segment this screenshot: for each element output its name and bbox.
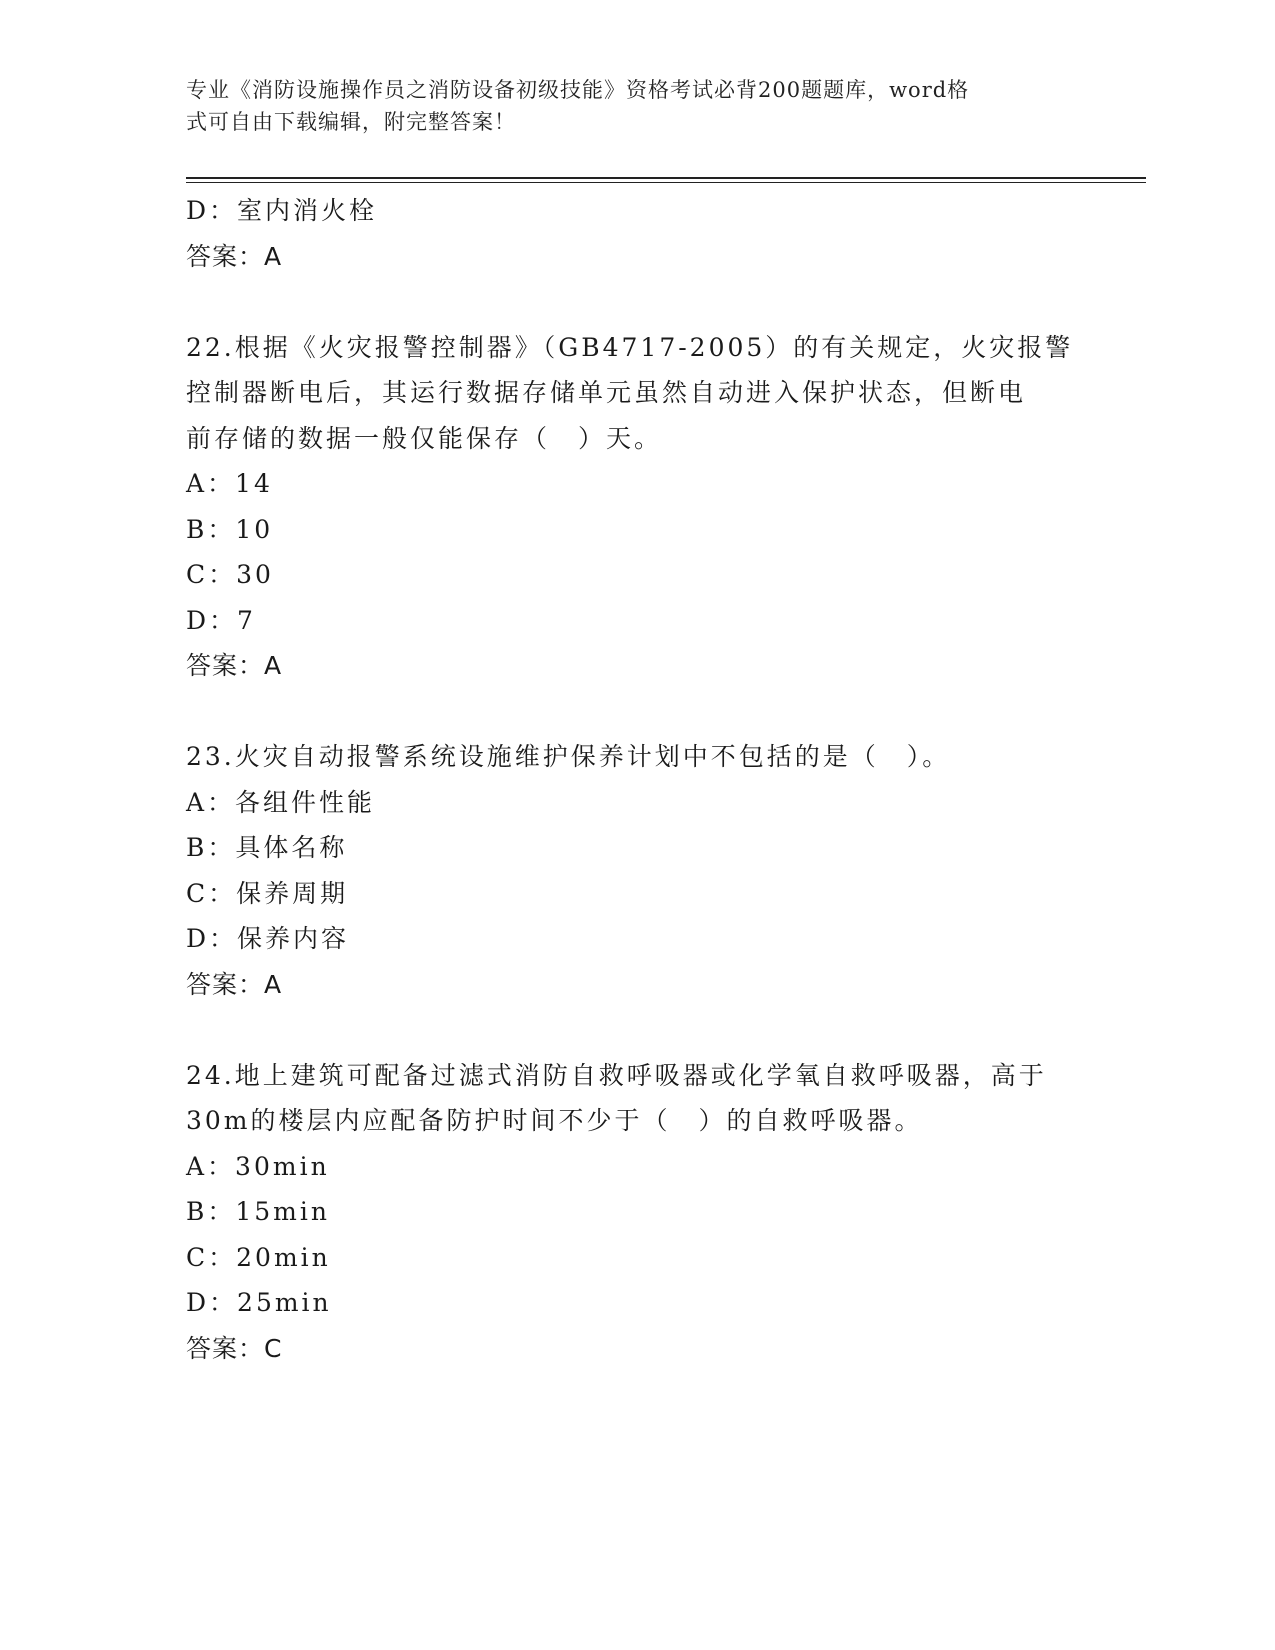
question-23-option-b: B：具体名称	[186, 833, 348, 862]
header-divider-thin	[186, 182, 1146, 183]
question-content	[186, 188, 1086, 1371]
question-24-option-a: A：30min	[186, 1151, 330, 1181]
question-22-option-c: C：30	[186, 560, 274, 589]
document-header	[186, 74, 1066, 138]
question-22-option-d: D：7	[186, 605, 256, 635]
question-23-option-c: C：保养周期	[186, 878, 349, 908]
header-line-1: 专业《消防设施操作员之消防设备初级技能》资格考试必背200题题库，word格	[186, 78, 970, 102]
question-22-line-1: 22.根据《火灾报警控制器》（GB4717-2005）的有关规定，火灾报警	[186, 332, 1074, 362]
question-24-line-2: 30m的楼层内应配备防护时间不少于（ ）的自救呼吸器。	[186, 1106, 923, 1135]
spacer	[186, 1007, 1086, 1053]
prev-question-option-d: D：室内消火栓	[186, 196, 378, 225]
question-22-option-a: A：14	[186, 469, 273, 498]
question-24	[186, 1053, 1086, 1372]
spacer	[186, 279, 1086, 325]
question-23	[186, 734, 1086, 1007]
question-24-option-c: C：20min	[186, 1242, 331, 1272]
question-23-option-a: A：各组件性能	[186, 787, 376, 817]
question-22-line-2: 控制器断电后，其运行数据存储单元虽然自动进入保护状态，但断电	[186, 378, 1027, 407]
question-22	[186, 325, 1086, 689]
question-24-line-1: 24.地上建筑可配备过滤式消防自救呼吸器或化学氧自救呼吸器，高于	[186, 1060, 1047, 1090]
question-22-option-b: B：10	[186, 514, 274, 544]
question-24-option-d: D：25min	[186, 1288, 332, 1317]
question-24-answer: 答案：C	[186, 1333, 283, 1363]
question-23-line-1: 23.火灾自动报警系统设施维护保养计划中不包括的是（ ）。	[186, 742, 951, 771]
header-divider-thick	[186, 177, 1146, 179]
spacer	[186, 689, 1086, 735]
question-23-option-d: D：保养内容	[186, 924, 350, 953]
header-line-2: 式可自由下载编辑，附完整答案！	[186, 110, 516, 134]
prev-question-answer: 答案：A	[186, 241, 283, 271]
question-22-answer: 答案：A	[186, 651, 283, 680]
question-23-answer: 答案：A	[186, 969, 283, 999]
question-22-line-3: 前存储的数据一般仅能保存（ ）天。	[186, 423, 663, 453]
question-24-option-b: B：15min	[186, 1197, 330, 1226]
